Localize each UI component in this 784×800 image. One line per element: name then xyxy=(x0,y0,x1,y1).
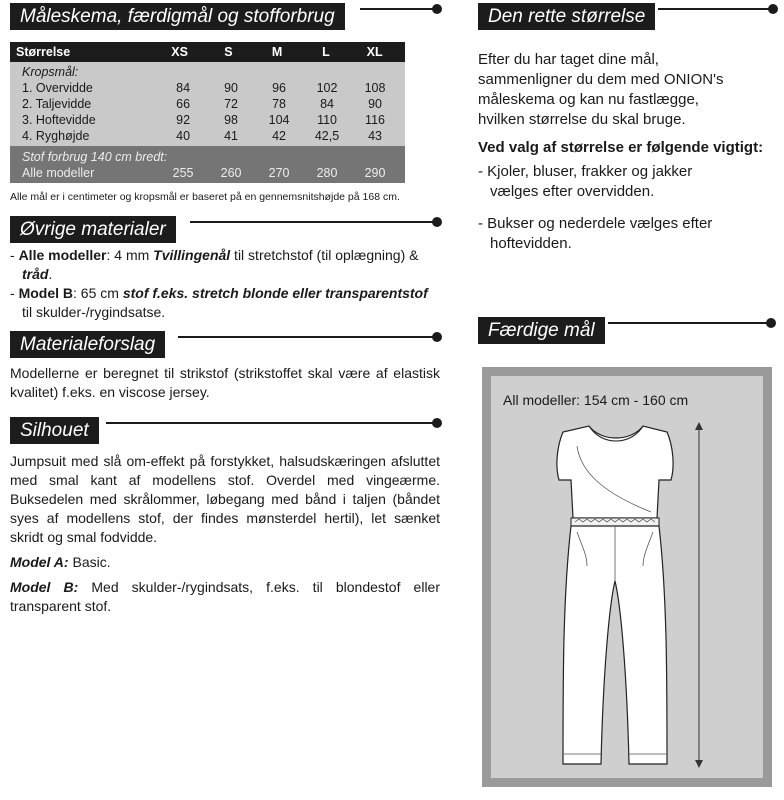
row-label: 3. Hoftevidde xyxy=(22,113,96,127)
fabric-usage-label: Stof forbrug 140 cm bredt: xyxy=(22,150,168,164)
item-emphasis: Tvillingenål xyxy=(153,247,231,263)
heading-rule xyxy=(608,322,770,324)
materials-title: Øvrige materialer xyxy=(10,216,176,243)
heading-rule xyxy=(190,221,436,223)
size-chart-heading xyxy=(10,0,440,30)
cell: 108 xyxy=(364,81,386,95)
item-text: . xyxy=(48,266,53,282)
size-table-header xyxy=(10,42,405,62)
right-size-heading xyxy=(478,0,776,30)
silhouette-heading xyxy=(10,414,440,444)
item-text: : 4 mm xyxy=(106,247,154,263)
heading-rule xyxy=(658,8,770,10)
finished-length-label: All modeller: 154 cm - 160 cm xyxy=(503,392,689,408)
row-label: 2. Taljevidde xyxy=(22,97,92,111)
silhouette-title: Silhouet xyxy=(10,417,99,444)
item-text: : 65 cm xyxy=(73,285,123,301)
item-text: Bukser og nederdele vælges efter hoftevidden. xyxy=(487,215,713,252)
cell: 40 xyxy=(176,129,191,143)
cell: 84 xyxy=(320,97,334,111)
table-row xyxy=(10,165,405,181)
materials-heading xyxy=(10,213,440,243)
cell: 104 xyxy=(268,113,290,127)
size-m: M xyxy=(271,45,283,59)
row-label: 1. Overvidde xyxy=(22,81,93,95)
cell: 43 xyxy=(368,129,382,143)
fabric-usage-block xyxy=(10,146,405,183)
row-label: 4. Ryghøjde xyxy=(22,129,90,143)
measurement-note: Alle mål er i centimeter og kropsmål er baseret på en gennemsnitshøjde på 168 cm. xyxy=(10,191,400,203)
suggestion-title: Materialeforslag xyxy=(10,331,165,358)
right-size-bold: Ved valg af størrelse er følgende vigtigt: xyxy=(478,139,764,156)
cell: 42 xyxy=(272,129,286,143)
model-b-label: Model B: xyxy=(10,579,79,595)
list-item: - Bukser og nederdele vælges efter hoftevidden. xyxy=(478,215,713,252)
cell: 78 xyxy=(272,97,286,111)
cell: 66 xyxy=(176,97,191,111)
heading-rule xyxy=(360,8,436,10)
item-name: Alle modeller xyxy=(18,247,107,263)
model-a-text: Basic. xyxy=(68,554,111,570)
list-item: - Kjoler, bluser, frakker og jakker vælges efter overvidden. xyxy=(478,163,693,200)
size-xs: XS xyxy=(171,45,188,59)
cell: 98 xyxy=(224,113,239,127)
model-a xyxy=(10,553,440,572)
cell: 42,5 xyxy=(314,129,340,143)
cell: 90 xyxy=(368,97,382,111)
size-table xyxy=(10,42,405,183)
cell: 96 xyxy=(272,81,286,95)
cell: 92 xyxy=(176,113,191,127)
size-xl: XL xyxy=(366,45,383,59)
table-row xyxy=(10,80,405,96)
cell: 110 xyxy=(317,113,337,127)
suggestion-text: Modellerne er beregnet til strikstof (strikstoffet skal være af elastisk kvalitet) f.eks. en viscose jersey. xyxy=(10,365,440,400)
model-a-label: Model A: xyxy=(10,554,69,570)
cell: 290 xyxy=(364,166,386,180)
size-chart-title: Måleskema, færdigmål og stofforbrug xyxy=(10,3,345,30)
list-item: - Alle modeller: 4 mm Tvillingenål til stretchstof (til oplægning) & tråd. xyxy=(10,247,419,282)
cell: 270 xyxy=(268,166,290,180)
silhouette-text: Jumpsuit med slå om-effekt på forstykket, halsudskæringen afsluttet med smal kant af modellens stof. Overdel med vingeærme. Buksedelen med skrålommer, løbegang med bånd i taljen (båndet syes af modellens stof, der findes mønsterdel hertil), let sænket skridt og smal fodvidde. xyxy=(10,453,440,545)
heading-dot xyxy=(768,4,778,14)
finished-figure xyxy=(491,376,763,778)
size-header-label: Størrelse xyxy=(16,45,71,59)
heading-dot xyxy=(432,418,442,428)
right-size-title: Den rette størrelse xyxy=(478,3,655,30)
materials-list xyxy=(10,246,440,322)
heading-dot xyxy=(432,217,442,227)
right-size-list xyxy=(478,162,738,254)
cell: 90 xyxy=(224,81,239,95)
size-s: S xyxy=(224,45,233,59)
finished-figure-frame xyxy=(482,367,772,787)
cell: 102 xyxy=(316,81,338,95)
cell: 280 xyxy=(316,166,338,180)
item-emphasis: stof f.eks. stretch blonde eller transparentstof xyxy=(122,285,428,301)
model-b xyxy=(10,578,440,616)
heading-dot xyxy=(432,332,442,342)
item-name: Model B xyxy=(18,285,74,301)
item-text: Kjoler, bluser, frakker og jakker vælges efter overvidden. xyxy=(487,163,693,200)
model-b-text: Med skulder-/rygindsats, f.eks. til blondestof eller transparent stof. xyxy=(10,579,440,614)
heading-rule xyxy=(106,422,436,424)
cell: 260 xyxy=(220,166,242,180)
body-measurements-label: Kropsmål: xyxy=(22,65,79,79)
table-row xyxy=(10,112,405,128)
table-row xyxy=(10,128,405,146)
jumpsuit-illustration xyxy=(491,376,763,778)
finished-title: Færdige mål xyxy=(478,317,605,344)
finished-heading xyxy=(478,314,776,344)
cell: 255 xyxy=(172,166,194,180)
heading-rule xyxy=(178,336,436,338)
item-emphasis: tråd xyxy=(22,266,49,282)
right-size-text: Efter du har taget dine mål, sammenligner du dem med ONION's måleskema og kan nu fastlægge, hvilken størrelse du skal bruge. xyxy=(478,51,724,128)
item-text: til skulder-/rygindsatse. xyxy=(22,304,166,320)
item-text: til stretchstof (til oplægning) & xyxy=(230,247,419,263)
suggestion-heading xyxy=(10,328,440,358)
size-l: L xyxy=(322,45,330,59)
table-row xyxy=(10,96,405,112)
cell: 116 xyxy=(365,113,385,127)
heading-dot xyxy=(766,318,776,328)
cell: 72 xyxy=(224,97,239,111)
list-item: - Model B: 65 cm stof f.eks. stretch blonde eller transparentstof til skulder-/rygindsatse. xyxy=(10,285,428,320)
heading-dot xyxy=(432,4,442,14)
left-column xyxy=(10,0,440,616)
row-label: Alle modeller xyxy=(22,166,95,180)
cell: 84 xyxy=(176,81,191,95)
cell: 41 xyxy=(224,129,239,143)
right-column xyxy=(478,0,776,341)
